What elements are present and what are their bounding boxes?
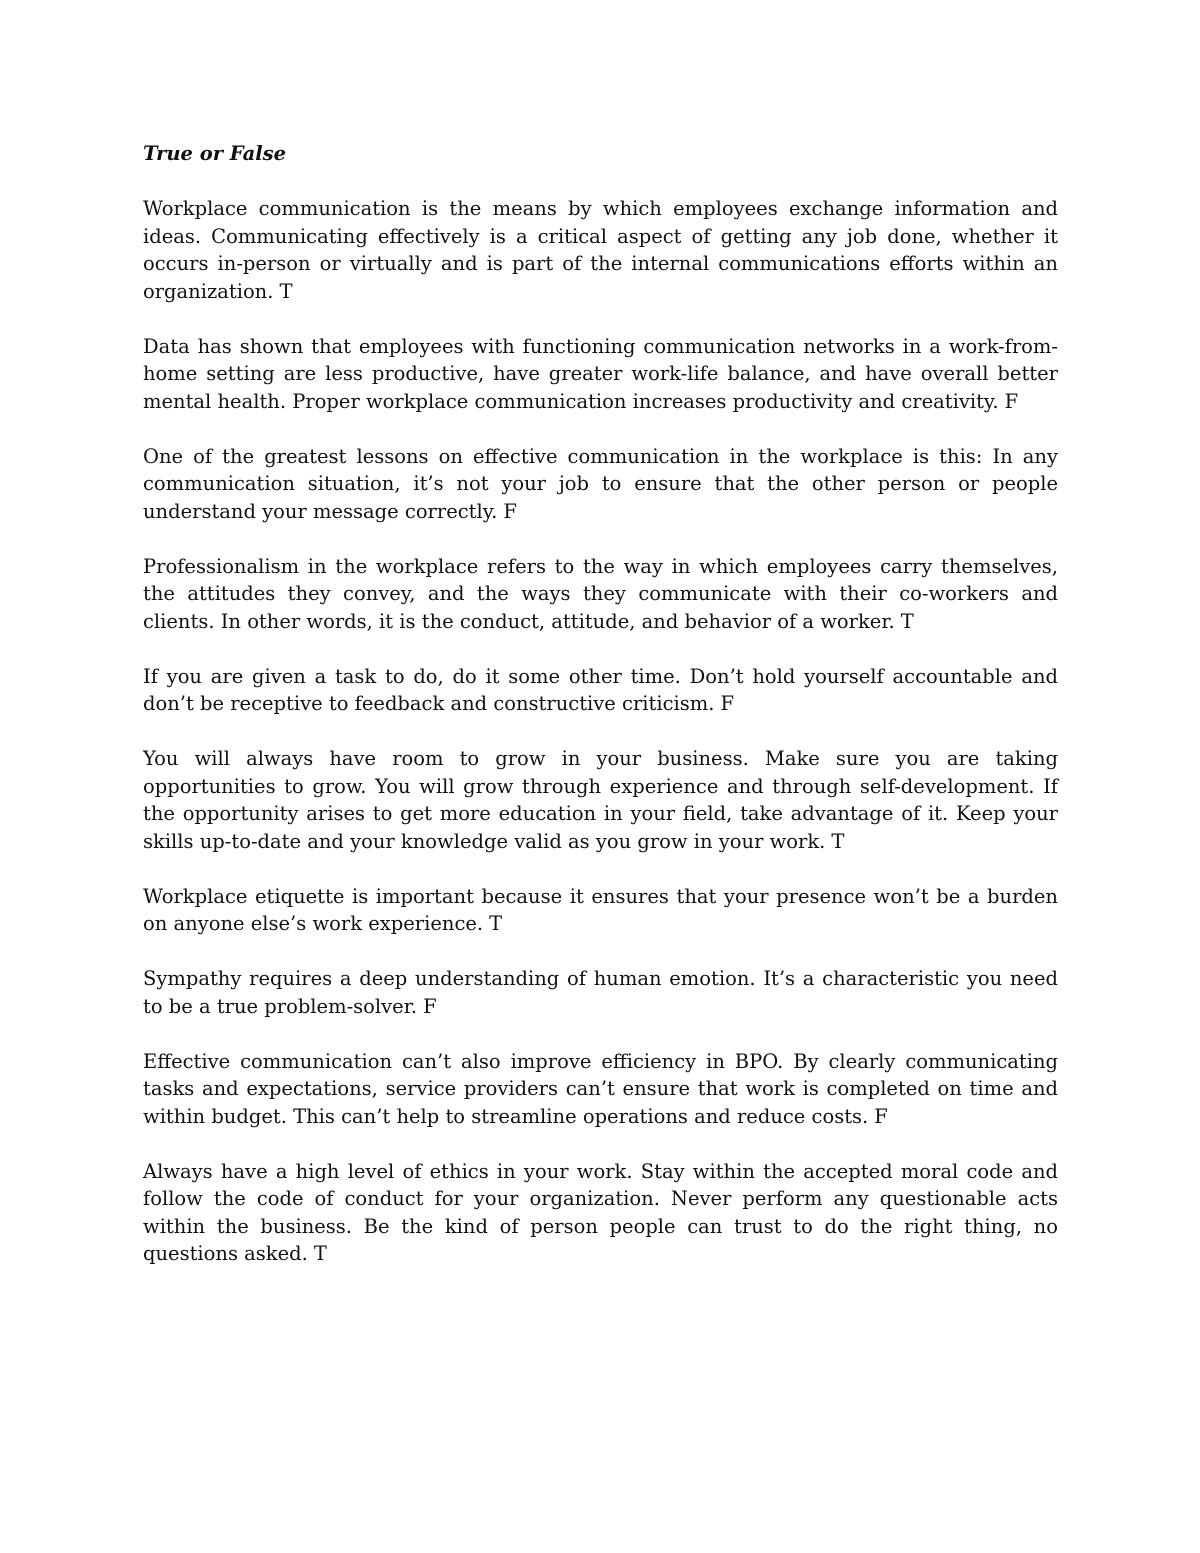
question-item-2 [143, 333, 1058, 416]
question-statement [143, 1048, 1058, 1131]
answer-label: T [489, 912, 503, 935]
statement-text: Professionalism in the workplace refers to the way in which employees carry themselves, the attitudes they convey, and the ways they communicate with their co-workers and clients. In other words, it is the conduct, attitude, and behavior of a worker. [143, 554, 1058, 633]
question-item-3 [143, 443, 1058, 526]
answer-label: F [423, 994, 437, 1018]
question-statement [143, 333, 1058, 416]
question-item-9 [143, 1048, 1058, 1131]
statement-text: One of the greatest lessons on effective communication in the workplace is this: In any communication situation, it’s not your job to ensure that the other person or people understand your message correctly. [143, 444, 1058, 523]
question-item-10 [143, 1158, 1058, 1268]
question-statement [143, 1158, 1058, 1268]
question-item-7 [143, 883, 1058, 938]
statement-text: Sympathy requires a deep understanding of human emotion. It’s a characteristic you need to be a true problem-solver. [143, 967, 1058, 1018]
question-item-5 [143, 663, 1058, 718]
answer-label: F [720, 692, 734, 715]
question-statement [143, 553, 1058, 636]
question-item-1 [143, 195, 1058, 305]
question-statement [143, 443, 1058, 526]
statement-text: Workplace etiquette is important because it ensures that your presence won’t be a burden on anyone else’s work experience. [143, 884, 1058, 935]
question-statement [143, 745, 1058, 855]
statement-text: Workplace communication is the means by which employees exchange information and ideas. Communicating effectively is a critical aspect of getting any job done, whether it occurs in-person or virtually and is part of the internal communications efforts within an organization. [143, 197, 1058, 303]
question-item-8 [143, 965, 1058, 1020]
answer-label: T [900, 609, 914, 633]
statement-text: You will always have room to grow in your business. Make sure you are taking opportunities to grow. You will grow through experience and through self-development. If the opportunity arises to get more education in your field, take advantage of it. Keep your skills up-to-date and your knowledge valid as you grow in your work. [143, 747, 1058, 853]
answer-label: T [831, 829, 845, 853]
question-statement [143, 663, 1058, 718]
question-statement [143, 195, 1058, 305]
question-item-6 [143, 745, 1058, 855]
answer-label: T [279, 279, 293, 303]
answer-label: T [313, 1242, 327, 1265]
answer-label: F [1004, 389, 1019, 413]
document-title: True or False [143, 142, 287, 165]
document-page [143, 140, 1058, 1295]
answer-label: F [503, 499, 517, 523]
question-statement [143, 883, 1058, 938]
question-item-4 [143, 553, 1058, 636]
statement-text: Data has shown that employees with functioning communication networks in a work-from-home setting are less productive, have greater work-life balance, and have overall better mental health. Proper workplace communication increases productivity and creativity. [143, 334, 1058, 413]
statement-text: If you are given a task to do, do it some other time. Don’t hold yourself accountable and don’t be receptive to feedback and constructive criticism. [143, 664, 1058, 715]
question-statement [143, 965, 1058, 1020]
answer-label: F [874, 1104, 888, 1128]
statement-text: Effective communication can’t also improve efficiency in BPO. By clearly communicating tasks and expectations, service providers can’t ensure that work is completed on time and within budget. This can’t help to streamline operations and reduce costs. [143, 1049, 1058, 1128]
statement-text: Always have a high level of ethics in your work. Stay within the accepted moral code and follow the code of conduct for your organization. Never perform any questionable acts within the business. Be the kind of person people can trust to do the right thing, no questions asked. [143, 1159, 1058, 1265]
